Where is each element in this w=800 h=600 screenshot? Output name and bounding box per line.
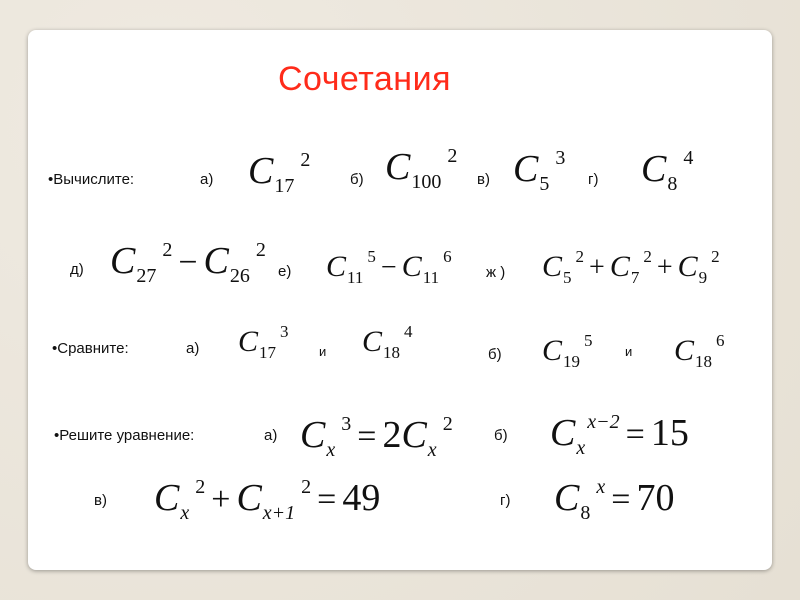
- solve-letter-a: а): [264, 427, 278, 444]
- formula-c19-5: C195: [542, 331, 593, 371]
- compute-letter-e: е): [278, 263, 292, 280]
- compare-and-b: и: [625, 344, 633, 359]
- formula-c100-2: C1002: [385, 145, 458, 193]
- compute-label: •Вычислите:: [48, 171, 135, 188]
- solve-letter-g: г): [500, 492, 511, 509]
- formula-solve-a: Cx3 = 2Cx2: [300, 413, 453, 461]
- formula-e: C115 − C116: [326, 247, 452, 287]
- compare-label: •Сравните:: [52, 340, 129, 357]
- formula-zh: C52 + C72 + C92: [542, 247, 720, 287]
- formula-solve-b: Cxx−2 = 15: [550, 411, 689, 459]
- solve-letter-b: б): [494, 427, 508, 444]
- formula-c17-2: C172: [248, 149, 311, 197]
- formula-c18-4: C184: [362, 322, 413, 362]
- compute-letter-d: д): [70, 261, 84, 278]
- formula-c18-6: C186: [674, 331, 725, 371]
- formula-d: C272 − C262: [110, 239, 266, 287]
- formula-solve-g: C8x = 70: [554, 476, 675, 524]
- compute-letter-g: г): [588, 171, 599, 188]
- compute-letter-v: в): [477, 171, 490, 188]
- slide-title: Сочетания: [278, 60, 451, 98]
- compute-letter-a: а): [200, 171, 214, 188]
- solve-letter-v: в): [94, 492, 107, 509]
- compare-letter-b: б): [488, 346, 502, 363]
- formula-solve-v: Cx2 + Cx+12 = 49: [154, 476, 381, 524]
- compare-letter-a: а): [186, 340, 200, 357]
- formula-c5-3: C53: [513, 147, 566, 195]
- formula-c17-3: C173: [238, 322, 289, 362]
- compute-letter-b: б): [350, 171, 364, 188]
- compute-letter-zh: ж ): [486, 264, 506, 281]
- slide: [28, 30, 772, 570]
- compare-and-a: и: [319, 344, 327, 359]
- solve-label: •Решите уравнение:: [54, 427, 195, 444]
- formula-c8-4: C84: [641, 147, 694, 195]
